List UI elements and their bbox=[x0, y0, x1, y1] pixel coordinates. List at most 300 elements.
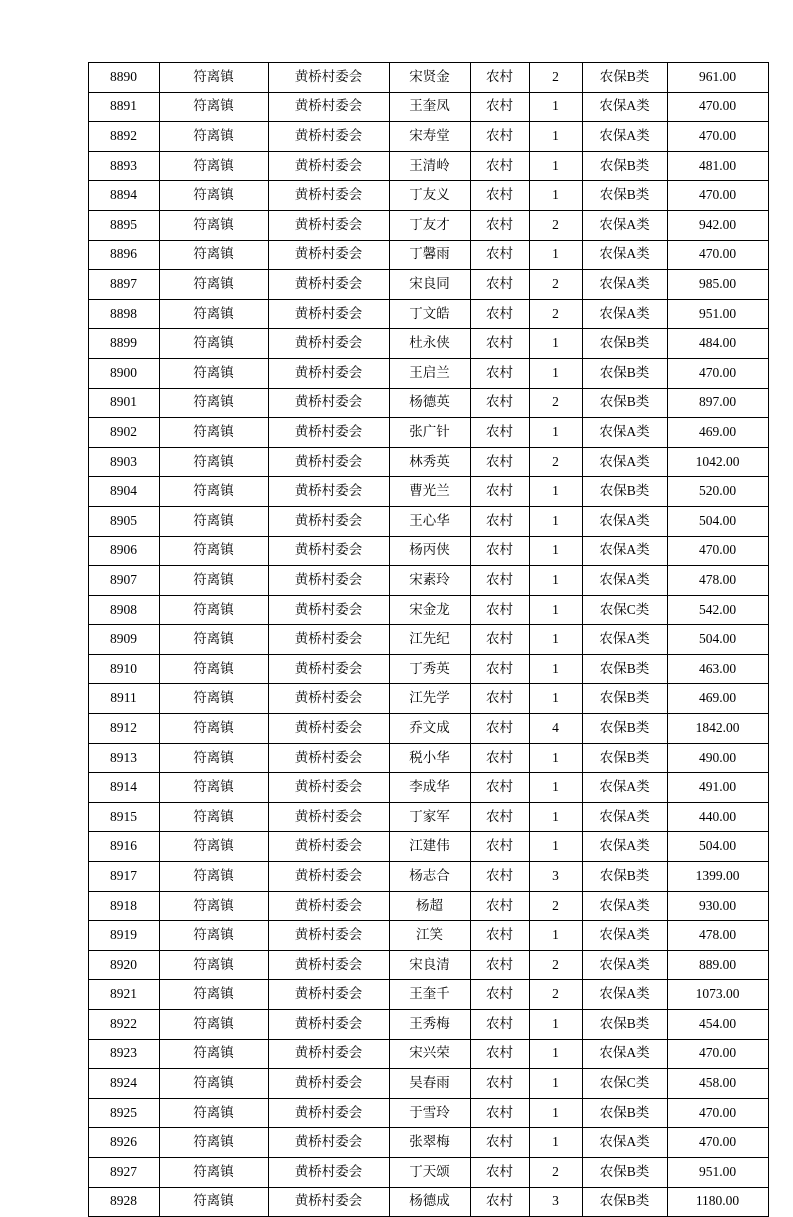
table-row bbox=[88, 832, 768, 862]
cell-category: 农保A类 bbox=[582, 1039, 667, 1069]
cell-amount: 520.00 bbox=[667, 477, 768, 507]
cell-type: 农村 bbox=[470, 921, 529, 951]
cell-name: 李成华 bbox=[389, 773, 470, 803]
cell-name: 杨德成 bbox=[389, 1187, 470, 1217]
cell-type: 农村 bbox=[470, 980, 529, 1010]
cell-count: 2 bbox=[529, 270, 582, 300]
cell-seq: 8903 bbox=[88, 447, 159, 477]
cell-town: 符离镇 bbox=[159, 210, 268, 240]
cell-seq: 8902 bbox=[88, 418, 159, 448]
table-row bbox=[88, 92, 768, 122]
cell-village: 黄桥村委会 bbox=[268, 122, 389, 152]
cell-category: 农保B类 bbox=[582, 654, 667, 684]
cell-category: 农保A类 bbox=[582, 773, 667, 803]
cell-type: 农村 bbox=[470, 625, 529, 655]
cell-amount: 1399.00 bbox=[667, 862, 768, 892]
cell-village: 黄桥村委会 bbox=[268, 92, 389, 122]
cell-count: 1 bbox=[529, 1069, 582, 1099]
cell-count: 1 bbox=[529, 536, 582, 566]
cell-type: 农村 bbox=[470, 299, 529, 329]
cell-amount: 961.00 bbox=[667, 63, 768, 93]
cell-town: 符离镇 bbox=[159, 536, 268, 566]
cell-count: 1 bbox=[529, 743, 582, 773]
cell-village: 黄桥村委会 bbox=[268, 625, 389, 655]
table-row bbox=[88, 595, 768, 625]
table-row bbox=[88, 1098, 768, 1128]
cell-amount: 470.00 bbox=[667, 358, 768, 388]
cell-amount: 481.00 bbox=[667, 151, 768, 181]
cell-count: 2 bbox=[529, 388, 582, 418]
cell-town: 符离镇 bbox=[159, 240, 268, 270]
cell-town: 符离镇 bbox=[159, 654, 268, 684]
cell-amount: 985.00 bbox=[667, 270, 768, 300]
cell-category: 农保B类 bbox=[582, 714, 667, 744]
cell-category: 农保A类 bbox=[582, 92, 667, 122]
cell-town: 符离镇 bbox=[159, 773, 268, 803]
subsidy-table bbox=[88, 62, 769, 1217]
cell-type: 农村 bbox=[470, 654, 529, 684]
cell-town: 符离镇 bbox=[159, 891, 268, 921]
cell-seq: 8906 bbox=[88, 536, 159, 566]
cell-name: 丁秀英 bbox=[389, 654, 470, 684]
cell-type: 农村 bbox=[470, 684, 529, 714]
cell-name: 王奎千 bbox=[389, 980, 470, 1010]
table-row bbox=[88, 536, 768, 566]
table-row bbox=[88, 1187, 768, 1217]
cell-village: 黄桥村委会 bbox=[268, 773, 389, 803]
cell-amount: 897.00 bbox=[667, 388, 768, 418]
cell-amount: 951.00 bbox=[667, 299, 768, 329]
cell-count: 1 bbox=[529, 418, 582, 448]
cell-category: 农保A类 bbox=[582, 270, 667, 300]
cell-town: 符离镇 bbox=[159, 1157, 268, 1187]
cell-village: 黄桥村委会 bbox=[268, 240, 389, 270]
cell-amount: 469.00 bbox=[667, 684, 768, 714]
cell-category: 农保B类 bbox=[582, 1010, 667, 1040]
cell-amount: 1042.00 bbox=[667, 447, 768, 477]
cell-name: 宋金龙 bbox=[389, 595, 470, 625]
cell-count: 1 bbox=[529, 181, 582, 211]
cell-type: 农村 bbox=[470, 891, 529, 921]
cell-type: 农村 bbox=[470, 447, 529, 477]
cell-seq: 8912 bbox=[88, 714, 159, 744]
cell-town: 符离镇 bbox=[159, 1187, 268, 1217]
table-row bbox=[88, 151, 768, 181]
cell-seq: 8899 bbox=[88, 329, 159, 359]
cell-town: 符离镇 bbox=[159, 1010, 268, 1040]
cell-count: 1 bbox=[529, 151, 582, 181]
cell-amount: 470.00 bbox=[667, 181, 768, 211]
cell-count: 1 bbox=[529, 122, 582, 152]
cell-seq: 8901 bbox=[88, 388, 159, 418]
cell-amount: 440.00 bbox=[667, 802, 768, 832]
cell-seq: 8908 bbox=[88, 595, 159, 625]
cell-category: 农保B类 bbox=[582, 151, 667, 181]
cell-seq: 8890 bbox=[88, 63, 159, 93]
cell-seq: 8896 bbox=[88, 240, 159, 270]
cell-amount: 504.00 bbox=[667, 506, 768, 536]
cell-village: 黄桥村委会 bbox=[268, 299, 389, 329]
cell-town: 符离镇 bbox=[159, 122, 268, 152]
table-row bbox=[88, 1128, 768, 1158]
cell-village: 黄桥村委会 bbox=[268, 1157, 389, 1187]
table-row bbox=[88, 625, 768, 655]
cell-type: 农村 bbox=[470, 1039, 529, 1069]
cell-seq: 8891 bbox=[88, 92, 159, 122]
cell-name: 乔文成 bbox=[389, 714, 470, 744]
cell-amount: 469.00 bbox=[667, 418, 768, 448]
cell-town: 符离镇 bbox=[159, 566, 268, 596]
cell-seq: 8927 bbox=[88, 1157, 159, 1187]
cell-village: 黄桥村委会 bbox=[268, 1039, 389, 1069]
cell-village: 黄桥村委会 bbox=[268, 980, 389, 1010]
cell-name: 丁友义 bbox=[389, 181, 470, 211]
cell-name: 税小华 bbox=[389, 743, 470, 773]
cell-count: 1 bbox=[529, 802, 582, 832]
cell-count: 1 bbox=[529, 773, 582, 803]
cell-seq: 8914 bbox=[88, 773, 159, 803]
cell-category: 农保B类 bbox=[582, 743, 667, 773]
cell-name: 于雪玲 bbox=[389, 1098, 470, 1128]
cell-seq: 8909 bbox=[88, 625, 159, 655]
cell-amount: 490.00 bbox=[667, 743, 768, 773]
cell-type: 农村 bbox=[470, 595, 529, 625]
cell-village: 黄桥村委会 bbox=[268, 506, 389, 536]
cell-amount: 478.00 bbox=[667, 566, 768, 596]
cell-count: 3 bbox=[529, 862, 582, 892]
cell-count: 1 bbox=[529, 566, 582, 596]
cell-seq: 8907 bbox=[88, 566, 159, 596]
table-row bbox=[88, 447, 768, 477]
table-row bbox=[88, 418, 768, 448]
cell-town: 符离镇 bbox=[159, 832, 268, 862]
cell-seq: 8900 bbox=[88, 358, 159, 388]
cell-amount: 458.00 bbox=[667, 1069, 768, 1099]
cell-seq: 8913 bbox=[88, 743, 159, 773]
cell-seq: 8924 bbox=[88, 1069, 159, 1099]
cell-seq: 8926 bbox=[88, 1128, 159, 1158]
cell-seq: 8928 bbox=[88, 1187, 159, 1217]
cell-amount: 491.00 bbox=[667, 773, 768, 803]
cell-town: 符离镇 bbox=[159, 625, 268, 655]
cell-town: 符离镇 bbox=[159, 447, 268, 477]
cell-category: 农保B类 bbox=[582, 329, 667, 359]
cell-village: 黄桥村委会 bbox=[268, 1187, 389, 1217]
cell-category: 农保B类 bbox=[582, 63, 667, 93]
cell-category: 农保B类 bbox=[582, 181, 667, 211]
table-row bbox=[88, 802, 768, 832]
cell-seq: 8897 bbox=[88, 270, 159, 300]
cell-count: 2 bbox=[529, 210, 582, 240]
table-row bbox=[88, 566, 768, 596]
cell-town: 符离镇 bbox=[159, 743, 268, 773]
table-row bbox=[88, 299, 768, 329]
cell-type: 农村 bbox=[470, 122, 529, 152]
cell-name: 王秀梅 bbox=[389, 1010, 470, 1040]
cell-category: 农保B类 bbox=[582, 1098, 667, 1128]
cell-town: 符离镇 bbox=[159, 358, 268, 388]
cell-village: 黄桥村委会 bbox=[268, 684, 389, 714]
cell-name: 杨志合 bbox=[389, 862, 470, 892]
cell-name: 杨超 bbox=[389, 891, 470, 921]
cell-village: 黄桥村委会 bbox=[268, 151, 389, 181]
cell-name: 宋良同 bbox=[389, 270, 470, 300]
cell-type: 农村 bbox=[470, 1010, 529, 1040]
cell-category: 农保B类 bbox=[582, 477, 667, 507]
cell-count: 1 bbox=[529, 625, 582, 655]
cell-count: 2 bbox=[529, 63, 582, 93]
cell-town: 符离镇 bbox=[159, 92, 268, 122]
cell-name: 宋素玲 bbox=[389, 566, 470, 596]
table-container bbox=[88, 62, 740, 1217]
cell-name: 宋兴荣 bbox=[389, 1039, 470, 1069]
cell-category: 农保A类 bbox=[582, 891, 667, 921]
cell-town: 符离镇 bbox=[159, 329, 268, 359]
cell-count: 1 bbox=[529, 595, 582, 625]
cell-name: 王启兰 bbox=[389, 358, 470, 388]
cell-category: 农保B类 bbox=[582, 358, 667, 388]
cell-seq: 8921 bbox=[88, 980, 159, 1010]
cell-category: 农保A类 bbox=[582, 418, 667, 448]
cell-type: 农村 bbox=[470, 566, 529, 596]
cell-village: 黄桥村委会 bbox=[268, 950, 389, 980]
cell-seq: 8904 bbox=[88, 477, 159, 507]
cell-count: 1 bbox=[529, 684, 582, 714]
cell-amount: 889.00 bbox=[667, 950, 768, 980]
cell-amount: 470.00 bbox=[667, 92, 768, 122]
cell-name: 丁天颂 bbox=[389, 1157, 470, 1187]
cell-count: 1 bbox=[529, 506, 582, 536]
cell-category: 农保A类 bbox=[582, 921, 667, 951]
cell-name: 王奎凤 bbox=[389, 92, 470, 122]
cell-town: 符离镇 bbox=[159, 1098, 268, 1128]
cell-village: 黄桥村委会 bbox=[268, 418, 389, 448]
table-row bbox=[88, 891, 768, 921]
cell-name: 杜永侠 bbox=[389, 329, 470, 359]
cell-village: 黄桥村委会 bbox=[268, 1098, 389, 1128]
cell-seq: 8923 bbox=[88, 1039, 159, 1069]
table-row bbox=[88, 773, 768, 803]
cell-seq: 8911 bbox=[88, 684, 159, 714]
table-row bbox=[88, 714, 768, 744]
cell-village: 黄桥村委会 bbox=[268, 802, 389, 832]
cell-category: 农保A类 bbox=[582, 950, 667, 980]
cell-village: 黄桥村委会 bbox=[268, 536, 389, 566]
cell-village: 黄桥村委会 bbox=[268, 1010, 389, 1040]
cell-seq: 8920 bbox=[88, 950, 159, 980]
cell-town: 符离镇 bbox=[159, 1128, 268, 1158]
cell-village: 黄桥村委会 bbox=[268, 1128, 389, 1158]
cell-count: 4 bbox=[529, 714, 582, 744]
cell-village: 黄桥村委会 bbox=[268, 270, 389, 300]
cell-category: 农保A类 bbox=[582, 1128, 667, 1158]
cell-type: 农村 bbox=[470, 773, 529, 803]
cell-category: 农保A类 bbox=[582, 122, 667, 152]
table-row bbox=[88, 980, 768, 1010]
cell-name: 吴春雨 bbox=[389, 1069, 470, 1099]
cell-amount: 504.00 bbox=[667, 625, 768, 655]
cell-town: 符离镇 bbox=[159, 418, 268, 448]
table-row bbox=[88, 181, 768, 211]
table-body bbox=[88, 63, 768, 1217]
cell-category: 农保A类 bbox=[582, 566, 667, 596]
cell-type: 农村 bbox=[470, 92, 529, 122]
cell-type: 农村 bbox=[470, 743, 529, 773]
cell-name: 江笑 bbox=[389, 921, 470, 951]
cell-seq: 8910 bbox=[88, 654, 159, 684]
cell-village: 黄桥村委会 bbox=[268, 862, 389, 892]
cell-town: 符离镇 bbox=[159, 980, 268, 1010]
cell-count: 1 bbox=[529, 1098, 582, 1128]
cell-category: 农保B类 bbox=[582, 1187, 667, 1217]
cell-village: 黄桥村委会 bbox=[268, 1069, 389, 1099]
cell-seq: 8905 bbox=[88, 506, 159, 536]
cell-type: 农村 bbox=[470, 240, 529, 270]
cell-count: 1 bbox=[529, 358, 582, 388]
cell-seq: 8918 bbox=[88, 891, 159, 921]
cell-count: 2 bbox=[529, 980, 582, 1010]
table-row bbox=[88, 210, 768, 240]
cell-type: 农村 bbox=[470, 358, 529, 388]
cell-count: 3 bbox=[529, 1187, 582, 1217]
cell-count: 2 bbox=[529, 950, 582, 980]
cell-type: 农村 bbox=[470, 1157, 529, 1187]
cell-type: 农村 bbox=[470, 1069, 529, 1099]
cell-count: 1 bbox=[529, 477, 582, 507]
cell-name: 张广针 bbox=[389, 418, 470, 448]
cell-town: 符离镇 bbox=[159, 802, 268, 832]
cell-name: 宋贤金 bbox=[389, 63, 470, 93]
table-row bbox=[88, 240, 768, 270]
cell-count: 1 bbox=[529, 240, 582, 270]
cell-amount: 1842.00 bbox=[667, 714, 768, 744]
cell-name: 曹光兰 bbox=[389, 477, 470, 507]
cell-village: 黄桥村委会 bbox=[268, 63, 389, 93]
cell-seq: 8919 bbox=[88, 921, 159, 951]
table-row bbox=[88, 654, 768, 684]
cell-type: 农村 bbox=[470, 418, 529, 448]
cell-category: 农保B类 bbox=[582, 684, 667, 714]
cell-amount: 942.00 bbox=[667, 210, 768, 240]
cell-count: 1 bbox=[529, 654, 582, 684]
cell-village: 黄桥村委会 bbox=[268, 566, 389, 596]
cell-town: 符离镇 bbox=[159, 299, 268, 329]
cell-village: 黄桥村委会 bbox=[268, 714, 389, 744]
table-row bbox=[88, 1069, 768, 1099]
cell-town: 符离镇 bbox=[159, 684, 268, 714]
table-row bbox=[88, 1157, 768, 1187]
cell-town: 符离镇 bbox=[159, 862, 268, 892]
cell-amount: 470.00 bbox=[667, 1098, 768, 1128]
table-row bbox=[88, 329, 768, 359]
cell-town: 符离镇 bbox=[159, 950, 268, 980]
cell-count: 2 bbox=[529, 1157, 582, 1187]
cell-count: 1 bbox=[529, 1128, 582, 1158]
cell-name: 江先纪 bbox=[389, 625, 470, 655]
cell-village: 黄桥村委会 bbox=[268, 358, 389, 388]
cell-town: 符离镇 bbox=[159, 270, 268, 300]
table-row bbox=[88, 63, 768, 93]
table-row bbox=[88, 743, 768, 773]
cell-village: 黄桥村委会 bbox=[268, 388, 389, 418]
table-row bbox=[88, 477, 768, 507]
cell-amount: 504.00 bbox=[667, 832, 768, 862]
cell-type: 农村 bbox=[470, 63, 529, 93]
cell-type: 农村 bbox=[470, 1098, 529, 1128]
cell-type: 农村 bbox=[470, 862, 529, 892]
table-row bbox=[88, 921, 768, 951]
cell-town: 符离镇 bbox=[159, 921, 268, 951]
table-row bbox=[88, 684, 768, 714]
cell-amount: 470.00 bbox=[667, 122, 768, 152]
cell-village: 黄桥村委会 bbox=[268, 921, 389, 951]
cell-type: 农村 bbox=[470, 388, 529, 418]
cell-category: 农保A类 bbox=[582, 832, 667, 862]
cell-count: 1 bbox=[529, 921, 582, 951]
cell-amount: 1180.00 bbox=[667, 1187, 768, 1217]
table-row bbox=[88, 506, 768, 536]
cell-type: 农村 bbox=[470, 714, 529, 744]
cell-type: 农村 bbox=[470, 270, 529, 300]
cell-amount: 470.00 bbox=[667, 240, 768, 270]
cell-amount: 542.00 bbox=[667, 595, 768, 625]
cell-type: 农村 bbox=[470, 506, 529, 536]
table-row bbox=[88, 1010, 768, 1040]
cell-town: 符离镇 bbox=[159, 63, 268, 93]
cell-village: 黄桥村委会 bbox=[268, 891, 389, 921]
cell-name: 林秀英 bbox=[389, 447, 470, 477]
table-row bbox=[88, 950, 768, 980]
cell-type: 农村 bbox=[470, 477, 529, 507]
cell-seq: 8915 bbox=[88, 802, 159, 832]
cell-name: 张翠梅 bbox=[389, 1128, 470, 1158]
cell-town: 符离镇 bbox=[159, 477, 268, 507]
table-row bbox=[88, 388, 768, 418]
cell-seq: 8916 bbox=[88, 832, 159, 862]
cell-amount: 454.00 bbox=[667, 1010, 768, 1040]
cell-count: 2 bbox=[529, 891, 582, 921]
cell-type: 农村 bbox=[470, 151, 529, 181]
cell-type: 农村 bbox=[470, 832, 529, 862]
cell-name: 丁馨雨 bbox=[389, 240, 470, 270]
cell-village: 黄桥村委会 bbox=[268, 329, 389, 359]
cell-seq: 8925 bbox=[88, 1098, 159, 1128]
cell-name: 宋寿堂 bbox=[389, 122, 470, 152]
cell-town: 符离镇 bbox=[159, 506, 268, 536]
cell-name: 江先学 bbox=[389, 684, 470, 714]
cell-amount: 930.00 bbox=[667, 891, 768, 921]
table-row bbox=[88, 862, 768, 892]
cell-town: 符离镇 bbox=[159, 1069, 268, 1099]
cell-seq: 8898 bbox=[88, 299, 159, 329]
cell-name: 江建伟 bbox=[389, 832, 470, 862]
cell-count: 1 bbox=[529, 832, 582, 862]
cell-town: 符离镇 bbox=[159, 714, 268, 744]
cell-village: 黄桥村委会 bbox=[268, 181, 389, 211]
table-row bbox=[88, 1039, 768, 1069]
cell-seq: 8895 bbox=[88, 210, 159, 240]
cell-village: 黄桥村委会 bbox=[268, 477, 389, 507]
cell-category: 农保B类 bbox=[582, 862, 667, 892]
cell-seq: 8894 bbox=[88, 181, 159, 211]
cell-category: 农保A类 bbox=[582, 506, 667, 536]
cell-town: 符离镇 bbox=[159, 595, 268, 625]
cell-amount: 470.00 bbox=[667, 1039, 768, 1069]
cell-amount: 478.00 bbox=[667, 921, 768, 951]
cell-count: 2 bbox=[529, 447, 582, 477]
cell-amount: 951.00 bbox=[667, 1157, 768, 1187]
cell-type: 农村 bbox=[470, 1187, 529, 1217]
